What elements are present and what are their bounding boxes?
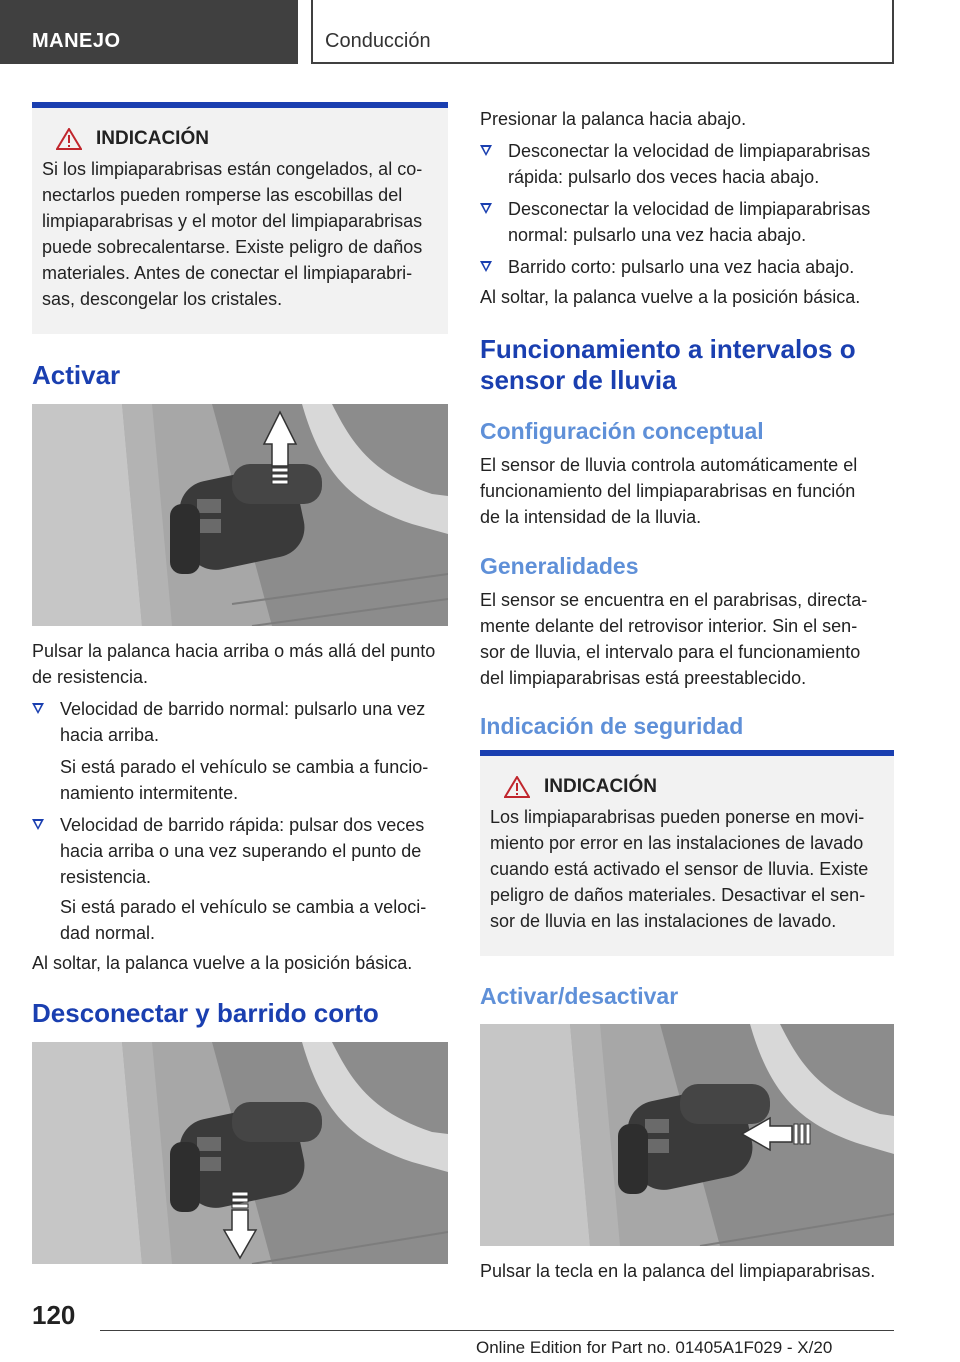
text-line: Desconectar la velocidad de limpiaparabrisas [508, 141, 871, 161]
photo-wiper-lever-down [32, 1042, 448, 1264]
warning-triangle-icon [56, 128, 82, 150]
notice-line: nectarlos pueden romperse las escobillas del [42, 185, 403, 205]
text-line: funcionamiento del limpiaparabrisas en función [480, 481, 856, 501]
activar-intro [32, 638, 452, 690]
release-text-left: Al soltar, la palanca vuelve a la posición básica. [32, 953, 413, 973]
photo-wiper-lever-up [32, 404, 448, 626]
text-line: sor de lluvia, el intervalo para el funcionamiento [480, 642, 861, 662]
chapter-tab [311, 0, 894, 64]
bullet-triangle-icon [480, 145, 492, 156]
notice-line: limpiaparabrisas y el motor del limpiaparabrisas [42, 211, 423, 231]
press-down-text: Presionar la palanca hacia abajo. [480, 109, 747, 129]
notice-line: materiales. Antes de conectar el limpiaparabri- [42, 263, 413, 283]
notice-line: sor de lluvia en las instalaciones de lavado. [490, 911, 837, 931]
text-line: hacia arriba o una vez superando el punto de [60, 841, 422, 861]
section-title: MANEJO [32, 30, 121, 52]
release-text-right: Al soltar, la palanca vuelve a la posición básica. [480, 287, 861, 307]
text-line: Velocidad de barrido normal: pulsarlo una vez [60, 699, 426, 719]
text-line: El sensor se encuentra en el parabrisas, directa- [480, 590, 868, 610]
toggle-text: Pulsar la tecla en la palanca del limpiaparabrisas. [480, 1261, 876, 1281]
heading-safety: Indicación de seguridad [480, 713, 744, 739]
notice-line: cuando está activado el sensor de lluvia. Existe [490, 859, 869, 879]
notice-line: puede sobrecalentarse. Existe peligro de daños [42, 237, 423, 257]
notice-line: miento por error en las instalaciones de lavado [490, 833, 864, 853]
heading-config: Configuración conceptual [480, 418, 764, 444]
text-line: Si está parado el vehículo se cambia a veloci- [60, 897, 427, 917]
bullet-triangle-icon [480, 203, 492, 214]
text-line: namiento intermitente. [60, 783, 239, 803]
general-text [480, 587, 900, 691]
heading-toggle: Activar/desactivar [480, 983, 679, 1009]
bullet-normal-speed-sub [60, 754, 452, 806]
notice-line: Los limpiaparabrisas pueden ponerse en movi- [490, 807, 865, 827]
photo-wiper-button-press [480, 1024, 894, 1246]
text-line: hacia arriba. [60, 725, 160, 745]
notice-text [490, 804, 880, 934]
text-line: resistencia. [60, 867, 152, 887]
notice-line: sas, descongelar los cristales. [42, 289, 283, 309]
notice-line: Si los limpiaparabrisas están congelados, al co- [42, 159, 423, 179]
heading-general: Generalidades [480, 553, 639, 579]
header-divider [311, 0, 313, 64]
text-line: Barrido corto: pulsarlo una vez hacia abajo. [508, 257, 855, 277]
heading-activar: Activar [32, 360, 121, 390]
warning-triangle-icon [504, 776, 530, 798]
heading-desconectar: Desconectar y barrido corto [32, 998, 379, 1028]
footer-rule [100, 1330, 894, 1331]
heading-interval-rain-sensor [480, 334, 856, 396]
notice-box-frozen-wipers [32, 102, 448, 334]
text-line: El sensor de lluvia controla automáticamente el [480, 455, 858, 475]
text-line: normal: pulsarlo una vez hacia abajo. [508, 225, 807, 245]
text-line: dad normal. [60, 923, 156, 943]
bullet-triangle-icon [480, 261, 492, 272]
page-number: 120 [32, 1300, 76, 1330]
bullet-triangle-icon [32, 703, 44, 714]
text-line: rápida: pulsarlo dos veces hacia abajo. [508, 167, 820, 187]
text-line: Velocidad de barrido rápida: pulsar dos veces [60, 815, 425, 835]
text-line: de la intensidad de la lluvia. [480, 507, 702, 527]
heading-line: Funcionamiento a intervalos o [480, 334, 856, 364]
heading-line: sensor de lluvia [480, 365, 677, 395]
notice-text [42, 156, 434, 312]
notice-title: INDICACIÓN [96, 128, 209, 149]
text-line: mente delante del retrovisor interior. Sin el sen- [480, 616, 858, 636]
section-tab [0, 0, 298, 64]
text-line: de resistencia. [32, 667, 149, 687]
footer-edition: Online Edition for Part no. 01405A1F029 - X/20 [476, 1338, 833, 1357]
text-line: del limpiaparabrisas está preestablecido. [480, 668, 807, 688]
text-line: Desconectar la velocidad de limpiaparabrisas [508, 199, 871, 219]
notice-box-car-wash [480, 750, 894, 956]
notice-line: peligro de daños materiales. Desactivar el sen- [490, 885, 866, 905]
bullet-fast-speed-sub [60, 894, 452, 946]
chapter-title: Conducción [325, 30, 431, 52]
config-text [480, 452, 900, 530]
text-line: Si está parado el vehículo se cambia a funcio- [60, 757, 429, 777]
text-line: Pulsar la palanca hacia arriba o más allá del punto [32, 641, 436, 661]
notice-title: INDICACIÓN [544, 776, 657, 797]
bullet-triangle-icon [32, 819, 44, 830]
